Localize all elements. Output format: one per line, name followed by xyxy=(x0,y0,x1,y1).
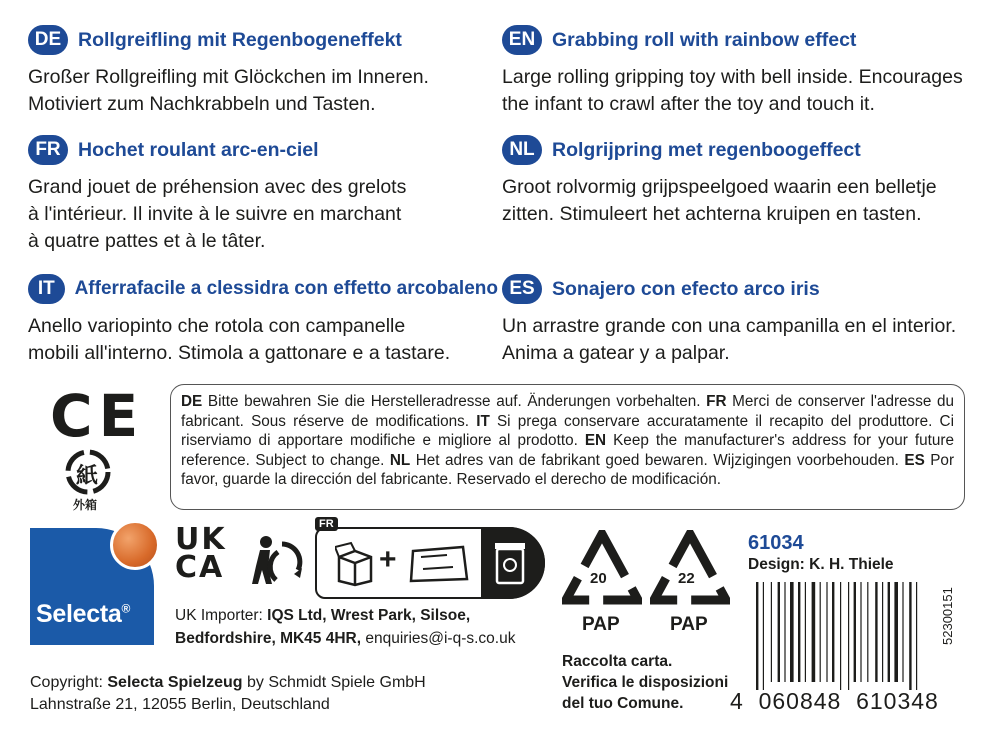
section-de xyxy=(28,23,488,118)
barcode-bar xyxy=(875,582,877,682)
barcode-bars xyxy=(752,582,942,692)
brand-reg: ® xyxy=(121,601,131,616)
section-body-nl: Groot rolvormig grijpspeelgoed waarin een belletje zitten. Stimuleert het achterna kruipen en tasten. xyxy=(502,176,937,225)
side-code: 52300151 xyxy=(940,587,955,645)
ukca-bottom: CA xyxy=(175,550,225,585)
pap-20-symbol xyxy=(562,530,642,640)
section-it xyxy=(28,272,498,367)
paper-sheets-icon xyxy=(407,543,471,585)
barcode-bar xyxy=(916,582,917,690)
barcode-bar xyxy=(882,582,883,682)
barcode-bar xyxy=(902,582,903,682)
importer-prefix: UK Importer: xyxy=(175,607,268,624)
barcode-bar xyxy=(888,582,890,682)
copyright-line1 xyxy=(30,674,426,692)
section-fr xyxy=(28,133,488,255)
barcode-bar xyxy=(867,582,868,682)
ce-mark-text: CE xyxy=(50,382,145,450)
ukca-mark xyxy=(175,522,235,588)
barcode-bar xyxy=(756,582,758,690)
ukca-top: UK xyxy=(175,522,227,557)
notice-text-es: Por favor, guarde la dirección del fabricante. Reservado el derecho de modificación. xyxy=(181,451,955,489)
notice-code-en: EN xyxy=(584,432,607,450)
recycle-note-1: Raccolta carta. xyxy=(562,653,673,670)
fr-tag: FR xyxy=(315,517,338,531)
notice-text-nl: Het adres van de fabrikant goed bewaren. Wijzigingen voorbehouden. xyxy=(415,451,899,469)
barcode-bar xyxy=(790,582,794,682)
lang-badge-it: IT xyxy=(28,274,65,304)
section-title-fr: Hochet roulant arc-en-ciel xyxy=(78,138,319,161)
lang-badge-nl: NL xyxy=(502,135,542,165)
barcode-bar xyxy=(894,582,898,682)
plus-icon: + xyxy=(379,543,397,576)
barcode-digits: 4 060848 610348 xyxy=(730,688,939,714)
barcode-bar xyxy=(840,582,841,690)
selecta-logo xyxy=(30,520,160,645)
article-number: 61034 xyxy=(748,532,804,554)
barcode xyxy=(752,582,942,692)
section-body-de: Großer Rollgreifling mit Glöckchen im Inneren. Motiviert zum Nachkrabbeln und Tasten. xyxy=(28,66,429,115)
notice-text-fr: Merci de conserver l'adresse du fabricant. Sous réserve de modifications. xyxy=(181,393,954,430)
notice-text-en: Keep the manufacturer's address for your future reference. Subject to change. xyxy=(181,432,954,469)
copyright-suffix: by Schmidt Spiele GmbH xyxy=(242,674,426,691)
importer-company: IQS Ltd, Wrest Park, Silsoe, xyxy=(267,607,471,624)
section-body-es: Un arrastre grande con una campanilla en el interior. Anima a gatear y a palpar. xyxy=(502,315,957,364)
pap-22-symbol xyxy=(650,530,730,640)
importer-email: enquiries@i-q-s.co.uk xyxy=(361,630,516,647)
section-en xyxy=(502,23,992,118)
barcode-bar xyxy=(854,582,856,682)
pap-22-label: PAP xyxy=(670,614,708,635)
section-title-it: Afferrafacile a clessidra con effetto arcobaleno xyxy=(74,278,498,299)
designer: Design: K. H. Thiele xyxy=(748,556,894,573)
barcode-bar xyxy=(812,582,816,682)
notice-code-es: ES xyxy=(904,451,925,469)
triman-icon xyxy=(246,528,306,593)
importer-address: Bedfordshire, MK45 4HR, xyxy=(175,630,362,647)
recycling-bin-icon xyxy=(493,541,527,585)
barcode-bar xyxy=(832,582,834,682)
pap-22-number: 22 xyxy=(678,570,695,587)
recycle-note-2: Verifica le disposizioni xyxy=(562,674,729,691)
copyright-prefix: Copyright: xyxy=(30,674,108,691)
pap-20-number: 20 xyxy=(590,570,607,587)
recycle-triangle-icon xyxy=(562,530,642,608)
carton-box-icon xyxy=(335,541,375,587)
notice-code-de: DE xyxy=(181,393,203,410)
lang-badge-en: EN xyxy=(502,25,542,55)
lang-badge-de: DE xyxy=(28,25,68,55)
barcode-bar xyxy=(771,582,772,682)
fr-sorting-info xyxy=(315,518,545,599)
section-nl xyxy=(502,133,992,228)
paper-char: 紙 xyxy=(76,464,99,489)
pap-20-label: PAP xyxy=(582,614,620,635)
section-body-en: Large rolling gripping toy with bell inside. Encourages the infant to crawl after the toy and touch it. xyxy=(502,66,963,115)
section-body-fr: Grand jouet de préhension avec des grelots à l'intérieur. Il invite à le suivre en marchant à quatre pattes et à le tâter. xyxy=(28,176,407,252)
barcode-bar xyxy=(860,582,861,682)
uk-importer-line1 xyxy=(175,607,470,625)
notice-text-it: Si prega conservare accuratamente il recapito del produttore. Ci riserviamo di apportare modifiche e migliore al prodotto. xyxy=(181,412,954,450)
section-title-de: Rollgreifling mit Regenbogeneffekt xyxy=(78,28,402,51)
logo-ball-icon xyxy=(110,520,160,570)
barcode-bar xyxy=(778,582,780,682)
paper-caption: 外箱 xyxy=(73,498,98,512)
section-title-nl: Rolgrijpring met regenboogeffect xyxy=(552,138,861,161)
barcode-bar xyxy=(909,582,911,690)
copyright-address: Lahnstraße 21, 12055 Berlin, Deutschland xyxy=(30,696,330,713)
paper-recycling-icon xyxy=(60,448,116,514)
section-title-es: Sonajero con efecto arco iris xyxy=(552,277,820,300)
section-title-en: Grabbing roll with rainbow effect xyxy=(552,28,857,51)
barcode-bar xyxy=(798,582,800,682)
ce-mark xyxy=(50,382,145,450)
barcode-bar xyxy=(826,582,827,682)
barcode-bar xyxy=(763,582,764,690)
manufacturer-notice xyxy=(170,384,965,510)
copyright-brand: Selecta Spielzeug xyxy=(107,674,243,691)
notice-code-fr: FR xyxy=(706,393,727,410)
lang-badge-es: ES xyxy=(502,274,542,304)
recycle-note-3: del tuo Comune. xyxy=(562,695,684,712)
notice-code-nl: NL xyxy=(389,451,411,469)
barcode-bar xyxy=(784,582,785,682)
section-body-it: Anello variopinto che rotola con campanelle mobili all'interno. Stimola a gattonare e a tastare. xyxy=(28,315,451,364)
barcode-bar xyxy=(820,582,821,682)
recycle-triangle-icon xyxy=(650,530,730,608)
notice-code-it: IT xyxy=(476,412,490,430)
barcode-bar xyxy=(805,582,806,682)
barcode-bar xyxy=(848,582,849,690)
notice-text-de: Bitte bewahren Sie die Herstelleradresse auf. Änderungen vorbehalten. xyxy=(207,393,701,410)
section-es xyxy=(502,272,992,367)
uk-importer-line2 xyxy=(175,630,515,648)
brand-name: Selecta xyxy=(36,600,122,628)
lang-badge-fr: FR xyxy=(28,135,68,165)
